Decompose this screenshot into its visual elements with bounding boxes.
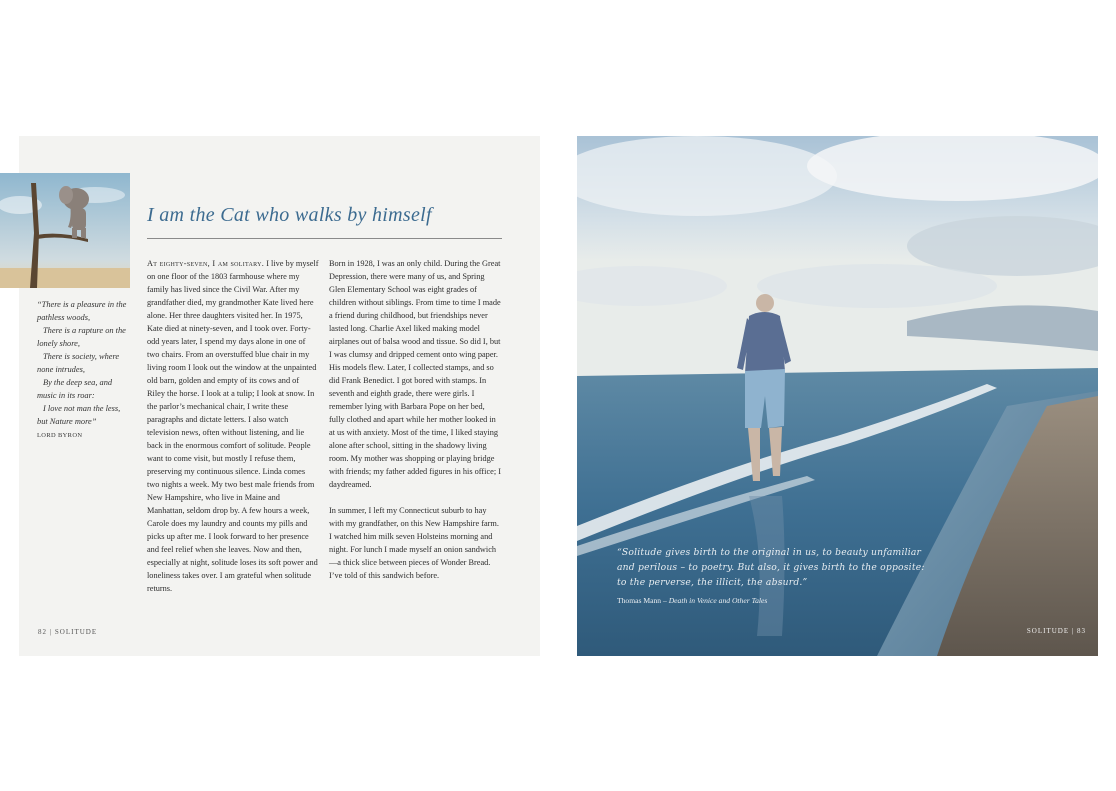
left-page [19,136,540,656]
photo-quote: “Solitude gives birth to the original in us, to beauty unfamiliar and perilous – to poetry. But also, it gives birth to the opposite: to the perverse, the illicit, the absurd.” [617,547,925,588]
paragraph-text: I live by myself on one floor of the 1803 farmhouse where my family has lived since the Civil War. After my grandfather died, my grandmother Kate lived here alone. Her three daughters visited her. In 1975, Kate died at ninety-seven, and I took over. Forty-odd years later, I spend my days alone in one of two chairs. From an overstuffed blue chair in my living room I look out the window at the unpainted old barn, golden and empty of its cows and of Riley the horse. I look at a tulip; I look at snow. In the parlor’s mechanical chair, I write these paragraphs and dictate letters. I also watch television news, often without listening, and lie back in the enormous comfort of solitude. People want to come visit, but mostly I refuse them, preserving my continuous silence. Linda comes two nights a week. My two best male friends from New Hampshire, who live in Maine and Manhattan, seldom drop by. A few hours a week, Carole does my laundry and counts my pills and picks up after me. I look forward to her presence and feel relief when she leaves. Now and then, especially at night, solitude loses its soft power and loneliness takes over. I am grateful when solitude returns. [147,259,319,593]
title-divider [147,238,502,239]
epigraph-line: By the deep sea, and [43,378,113,387]
photo-quote-credit [617,596,767,605]
epigraph [37,298,137,442]
paragraph [147,257,319,595]
paragraph-lead: At eighty-seven, I am solitary. [147,259,265,268]
chapter-title: I am the Cat who walks by himself [147,204,432,226]
body-column-2 [329,257,501,582]
epigraph-line: There is a rapture on the [43,326,126,335]
credit-separator: – [661,596,669,605]
paragraph: In summer, I left my Connecticut suburb to hay with my grandfather, on this New Hampshire farm. I watched him milk seven Holsteins morning and night. For lunch I made myself an onion sandwich—a thick slice between pieces of Wonder Bread. I’ve told of this sandwich before. [329,506,499,580]
body-column-1 [147,257,319,595]
folio-left: 82 | SOLITUDE [38,628,98,636]
elephant-tree-illustration [0,173,130,288]
credit-source: Death in Venice and Other Tales [668,596,768,605]
epigraph-attribution: LORD BYRON [37,432,83,439]
paragraph: Born in 1928, I was an only child. During the Great Depression, there were many of us, and Spring Glen Elementary School was eight grades of children without siblings. From time to time I made a friend during childhood, but friendships never lasted long. Charlie Axel liked making model airplanes out of balsa wood and tissue. So did I, but I was clumsy and dripped cement onto wing paper. His models flew. Later, I collected stamps, and so did Frank Benedict. I got bored with stamps. In seventh and eighth grade, there were girls. I remember lying with Barbara Pope on her bed, fully clothed and apart while her mother looked in at us with anxiety. Most of the time, I liked staying alone after school, sitting in the shadowy living room. My mother was shopping or playing bridge with friends; my father added figures in his office; I daydreamed. [329,259,501,489]
epigraph-line: but Nature more” [37,417,97,426]
epigraph-line: music in its roar: [37,391,95,400]
epigraph-line: lonely shore, [37,339,80,348]
epigraph-line: I love not man the less, [43,404,121,413]
epigraph-line: There is society, where [43,352,120,361]
folio-right: SOLITUDE | 83 [1026,627,1086,635]
epigraph-line: pathless woods, [37,313,91,322]
credit-author: Thomas Mann [617,596,662,605]
epigraph-line: “There is a pleasure in the [37,300,127,309]
right-page [577,136,1098,656]
epigraph-line: none intrudes, [37,365,85,374]
